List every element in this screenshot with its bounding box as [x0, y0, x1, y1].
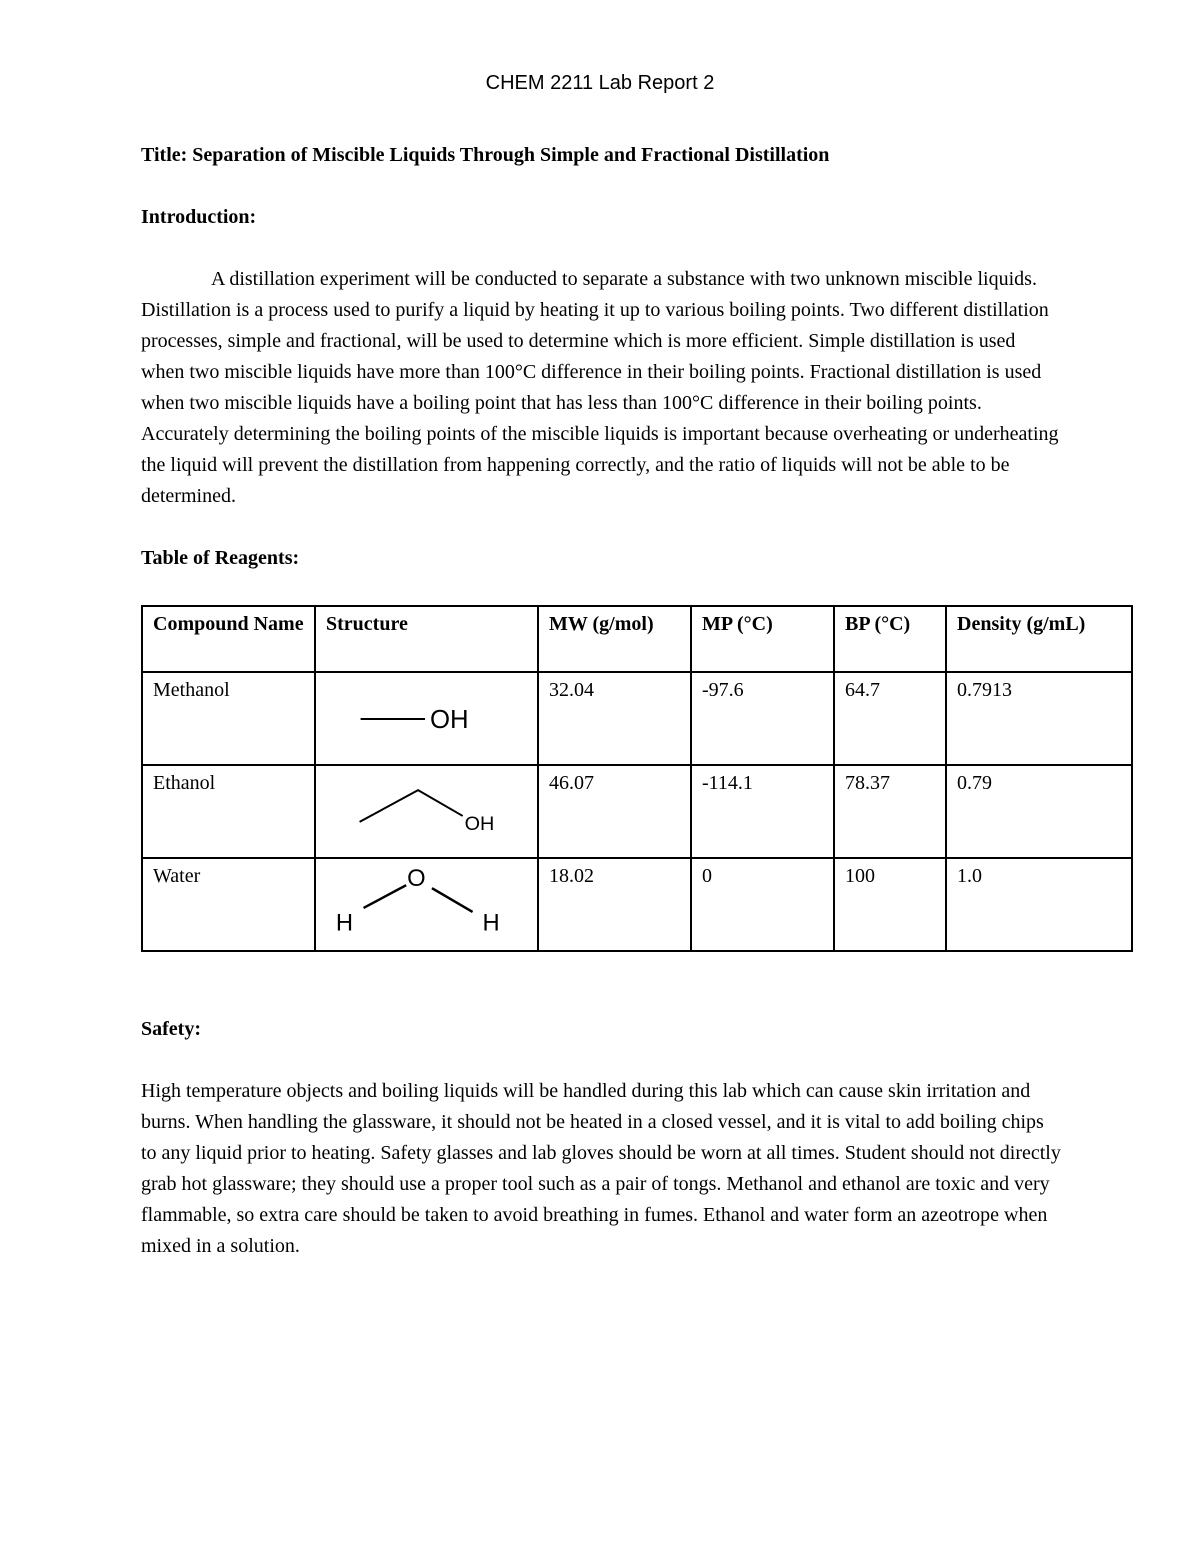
- ethanol-oh-label: OH: [464, 812, 495, 835]
- water-structure: [315, 858, 538, 951]
- table-of-reagents-heading: Table of Reagents:: [141, 547, 300, 569]
- mw-cell: 18.02: [538, 858, 691, 951]
- header-density: Density (g/mL): [946, 606, 1132, 672]
- mw-cell: 32.04: [538, 672, 691, 765]
- document-body: [141, 140, 1086, 1262]
- density-cell: 0.79: [946, 765, 1132, 858]
- header-compound-name: Compound Name: [142, 606, 315, 672]
- document-header-title: CHEM 2211 Lab Report 2: [485, 72, 715, 94]
- introduction-paragraph: A distillation experiment will be conducted to separate a substance with two unknown miscible liquids. Distillation is a process used to purify a liquid by heating it up to various boiling points. Two different distillation processes, simple and fractional, will be used to determine which is more efficient. Simple distillation is used when two miscible liquids have more than 100°C difference in their boiling points. Fractional distillation is used when two miscible liquids have a boiling point that has less than 100°C difference in their boiling points. Accurately determining the boiling points of the miscible liquids is important because overheating or underheating the liquid will prevent the distillation from happening correctly, and the ratio of liquids will not be able to be determined.: [141, 268, 1059, 507]
- safety-heading: Safety:: [141, 1018, 201, 1040]
- bp-cell: 78.37: [834, 765, 946, 858]
- density-cell: 0.7913: [946, 672, 1132, 765]
- mp-cell: -97.6: [691, 672, 834, 765]
- header-mp: MP (°C): [691, 606, 834, 672]
- ethanol-structure-drawing: [316, 766, 537, 854]
- header-structure: Structure: [315, 606, 538, 672]
- mw-cell: 46.07: [538, 765, 691, 858]
- table-row: [142, 672, 1132, 765]
- compound-name-cell: Water: [142, 858, 315, 951]
- compound-name-cell: Ethanol: [142, 765, 315, 858]
- bp-cell: 100: [834, 858, 946, 951]
- header-bp: BP (°C): [834, 606, 946, 672]
- compound-name-cell: Methanol: [142, 672, 315, 765]
- reagents-table: [141, 605, 1133, 952]
- water-structure-drawing: [316, 859, 537, 947]
- mp-cell: -114.1: [691, 765, 834, 858]
- methanol-structure: [315, 672, 538, 765]
- bp-cell: 64.7: [834, 672, 946, 765]
- table-header-row: [142, 606, 1132, 672]
- methanol-structure-drawing: [316, 673, 537, 761]
- methanol-oh-label: OH: [429, 705, 469, 734]
- water-o-label: O: [407, 865, 426, 893]
- water-h-left-label: H: [335, 909, 353, 937]
- introduction-heading: Introduction:: [141, 206, 257, 228]
- density-cell: 1.0: [946, 858, 1132, 951]
- table-row: [142, 858, 1132, 951]
- ethanol-structure: [315, 765, 538, 858]
- report-title: Title: Separation of Miscible Liquids Through Simple and Fractional Distillation: [141, 144, 830, 166]
- header-mw: MW (g/mol): [538, 606, 691, 672]
- table-row: [142, 765, 1132, 858]
- water-h-right-label: H: [482, 909, 500, 937]
- mp-cell: 0: [691, 858, 834, 951]
- safety-paragraph: High temperature objects and boiling liquids will be handled during this lab which can cause skin irritation and burns. When handling the glassware, it should not be heated in a closed vessel, and it is vital to add boiling chips to any liquid prior to heating. Safety glasses and lab gloves should be worn at all times. Student should not directly grab hot glassware; they should use a proper tool such as a pair of tongs. Methanol and ethanol are toxic and very flammable, so extra care should be taken to avoid breathing in fumes. Ethanol and water form an azeotrope when mixed in a solution.: [141, 1080, 1061, 1257]
